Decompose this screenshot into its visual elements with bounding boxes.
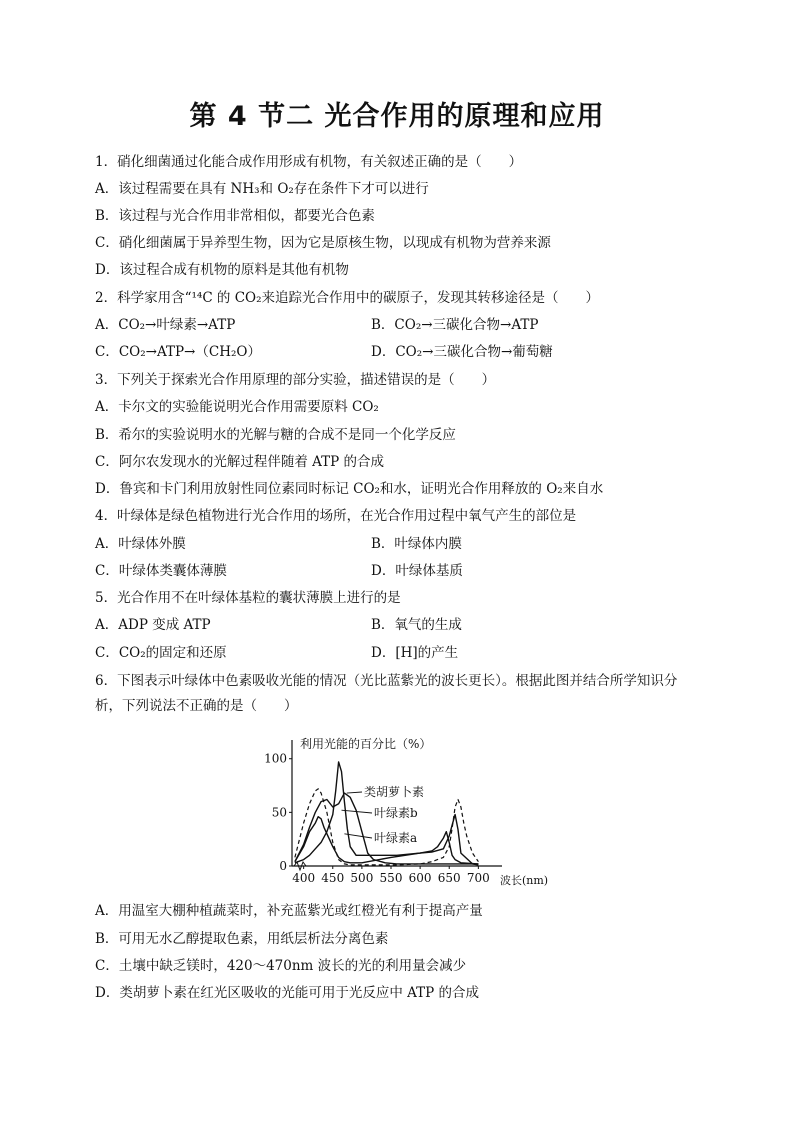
q6-option-c: C．土壤中缺乏镁时，420～470nm 波长的光的利用量会减少: [95, 958, 467, 974]
q4-option-a: A．叶绿体外膜: [95, 536, 186, 552]
q1-option-d: D．该过程合成有机物的原料是其他有机物: [95, 262, 349, 278]
q4-option-d: D．叶绿体基质: [371, 563, 463, 579]
q2-option-c: C．CO₂→ATP→（CH₂O）: [95, 344, 261, 360]
x-tick-label: 600: [408, 871, 432, 885]
q5-option-a: A．ADP 变成 ATP: [95, 617, 211, 633]
x-tick-label: 500: [350, 871, 374, 885]
q1-option-c: C．硝化细菌属于异养型生物，因为它是原核生物，以现成有机物为营养来源: [95, 235, 551, 251]
q4-option-b: B．叶绿体内膜: [371, 536, 462, 552]
series-pointer: [347, 792, 362, 793]
q6-stem-line1: 6．下图表示叶绿体中色素吸收光能的情况（光比蓝紫光的波长更长）。根据此图并结合所学知识分: [95, 673, 678, 689]
q3-option-b: B．希尔的实验说明水的光解与糖的合成不是同一个化学反应: [95, 427, 456, 443]
q3-option-a: A．卡尔文的实验能说明光合作用需要原料 CO₂: [95, 399, 379, 415]
q4-option-c: C．叶绿体类囊体薄膜: [95, 563, 227, 579]
q1-option-a: A．该过程需要在具有 NH₃和 O₂存在条件下才可以进行: [95, 181, 429, 197]
q5-option-c: C．CO₂的固定和还原: [95, 645, 227, 661]
q2-option-d: D．CO₂→三碳化合物→葡萄糖: [371, 344, 553, 360]
q1-stem: 1．硝化细菌通过化能合成作用形成有机物，有关叙述正确的是（ ）: [95, 154, 523, 170]
y-tick-label: 100: [264, 751, 287, 766]
q1-option-b: B．该过程与光合作用非常相似，都要光合色素: [95, 208, 375, 224]
q2-stem: 2．科学家用含“¹⁴C 的 CO₂来追踪光合作用中的碳原子，发现其转移途径是（ ）: [95, 290, 600, 306]
q3-option-c: C．阿尔农发现水的光解过程伴随着 ATP 的合成: [95, 454, 385, 470]
q6-option-a: A．用温室大棚种植蔬菜时，补充蓝紫光或红橙光有利于提高产量: [95, 903, 483, 919]
x-tick-label: 400: [292, 871, 316, 885]
q2-option-a: A．CO₂→叶绿素→ATP: [95, 317, 236, 333]
q5-option-d: D．[H]的产生: [371, 645, 459, 661]
series-label: 叶绿素b: [374, 806, 418, 820]
x-tick-label: 700: [466, 871, 490, 885]
series-label: 类胡萝卜素: [364, 785, 425, 799]
x-tick-label: 450: [321, 871, 345, 885]
q5-option-b: B．氧气的生成: [371, 617, 462, 633]
y-axis-label: 利用光能的百分比（%）: [300, 737, 432, 751]
x-tick-label: 650: [437, 871, 461, 885]
x-tick-label: 550: [379, 871, 403, 885]
q4-stem: 4．叶绿体是绿色植物进行光合作用的场所，在光合作用过程中氧气产生的部位是: [95, 508, 577, 524]
q6-option-b: B．可用无水乙醇提取色素，用纸层析法分离色素: [95, 931, 389, 947]
y-tick-label: 0: [279, 859, 287, 873]
q6-option-d: D．类胡萝卜素在红光区吸收的光能可用于光反应中 ATP 的合成: [95, 985, 480, 1001]
x-axis-label: 波长(nm): [500, 874, 549, 887]
q6-stem-line2: 析，下列说法不正确的是（ ）: [95, 698, 298, 714]
q2-option-b: B．CO₂→三碳化合物→ATP: [371, 317, 539, 333]
q3-stem: 3．下列关于探索光合作用原理的部分实验，描述错误的是（ ）: [95, 372, 496, 388]
dashed-reference-line: [295, 789, 479, 865]
absorption-chart: [262, 734, 549, 890]
q5-stem: 5．光合作用不在叶绿体基粒的囊状薄膜上进行的是: [95, 590, 401, 606]
y-tick-label: 50: [271, 805, 287, 820]
series-label: 叶绿素a: [374, 831, 418, 845]
q3-option-d: D．鲁宾和卡门利用放射性同位素同时标记 CO₂和水，证明光合作用释放的 O₂来自水: [95, 481, 604, 497]
page-title: 第 4 节二 光合作用的原理和应用: [189, 101, 605, 132]
